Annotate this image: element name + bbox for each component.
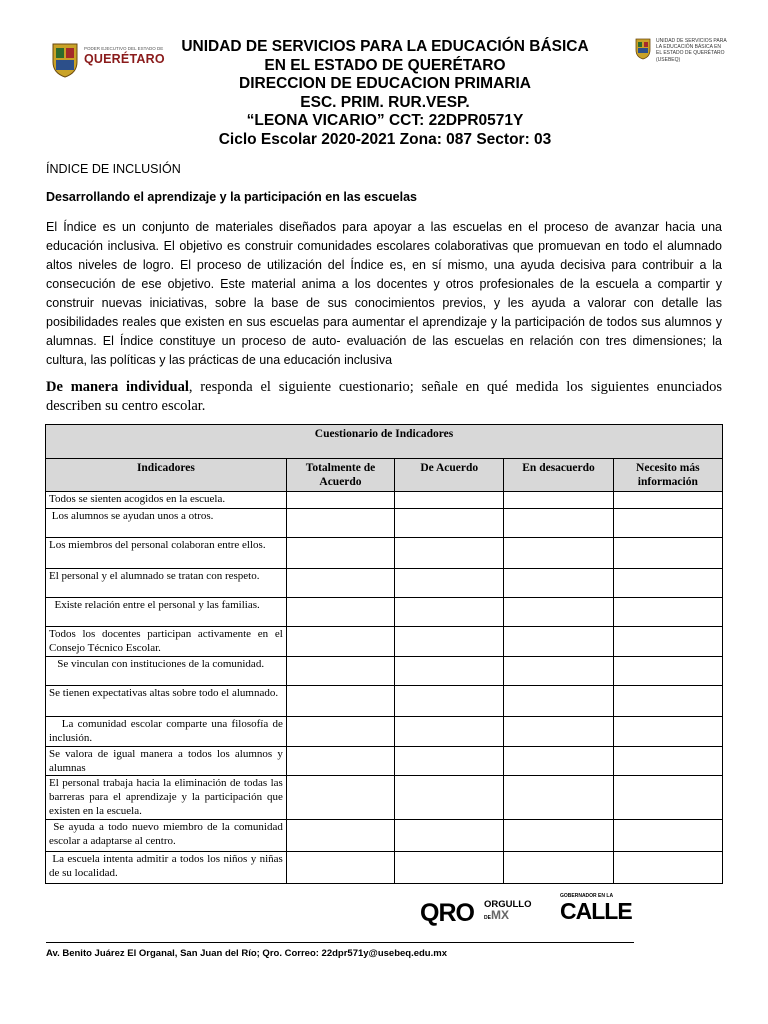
- footer-address: Av. Benito Juárez El Organal, San Juan del Río; Qro. Correo: 22dpr571y@usebeq.edu.mx: [46, 948, 447, 959]
- column-header: De Acuerdo: [395, 459, 504, 492]
- answer-cell[interactable]: [286, 538, 394, 569]
- answer-cell[interactable]: [395, 509, 504, 538]
- header-line: DIRECCION DE EDUCACION PRIMARIA: [239, 75, 531, 92]
- answer-cell[interactable]: [286, 598, 394, 627]
- table-row: [46, 686, 723, 717]
- table-row: [46, 598, 723, 627]
- indicator-cell: Los alumnos se ayudan unos a otros.: [46, 509, 287, 538]
- table-title: Cuestionario de Indicadores: [46, 425, 723, 459]
- answer-cell[interactable]: [613, 569, 722, 598]
- answer-cell[interactable]: [395, 717, 504, 747]
- answer-cell[interactable]: [286, 717, 394, 747]
- header-line: ESC. PRIM. RUR.VESP.: [300, 93, 470, 111]
- intro-paragraph: El Índice es un conjunto de materiales diseñados para apoyar a las escuelas en el proceso de avanzar hacia una educación inclusiva. El objetivo es construir comunidades escolares colaborativas que promuevan en todo el alumnado altos niveles de logro. El proceso de utilización del Índice es, en sí mismo, una ayuda decisiva para contribuir a la consecución de ese objetivo. Este material anima a los docentes y otros profesionales de la escuela a compartir y construir nuevas iniciativas, sobre la base de sus conocimientos previos, y les ayuda a valorar con detalle las posibilidades reales que existen en sus escuelas para aumentar el aprendizaje y la participación de todos sus alumnos y alumnas. El Índice constituye un proceso de auto- evaluación de las escuelas en relación con tres dimensiones; la cultura, las políticas y las prácticas de una educación inclusiva: [46, 220, 722, 367]
- column-header: Totalmente de Acuerdo: [286, 459, 394, 492]
- indicator-cell: Los miembros del personal colaboran entre ellos.: [46, 538, 287, 569]
- table-row: [46, 509, 723, 538]
- table-row: [46, 627, 723, 657]
- answer-cell[interactable]: [286, 492, 394, 509]
- table-header-row: [46, 459, 723, 492]
- answer-cell[interactable]: [613, 776, 722, 820]
- coat-of-arms-icon: [50, 42, 80, 78]
- table-row: [46, 569, 723, 598]
- answer-cell[interactable]: [613, 598, 722, 627]
- answer-cell[interactable]: [286, 686, 394, 717]
- answer-cell[interactable]: [504, 627, 613, 657]
- footer-divider: [46, 942, 634, 943]
- indicator-cell: Se ayuda a todo nuevo miembro de la comunidad escolar a adaptarse al centro.: [46, 820, 287, 852]
- usebeq-logo: [634, 38, 734, 70]
- column-header: En desacuerdo: [504, 459, 613, 492]
- indicator-cell: Se valora de igual manera a todos los alumnos y alumnas: [46, 747, 287, 776]
- column-header: Indicadores: [46, 459, 287, 492]
- answer-cell[interactable]: [613, 538, 722, 569]
- usebeq-logo-text: UNIDAD DE SERVICIOS PARA LA EDUCACIÓN BÁSICA EN EL ESTADO DE QUERÉTARO (USEBEQ): [656, 38, 727, 63]
- header-line: EN EL ESTADO DE QUERÉTARO: [264, 56, 506, 74]
- answer-cell[interactable]: [395, 538, 504, 569]
- answer-cell[interactable]: [286, 776, 394, 820]
- answer-cell[interactable]: [286, 657, 394, 686]
- answer-cell[interactable]: [613, 820, 722, 852]
- table-row: [46, 657, 723, 686]
- answer-cell[interactable]: [504, 747, 613, 776]
- orgullo-mx-logo: ORGULLO DEMX: [484, 899, 532, 922]
- answer-cell[interactable]: [613, 686, 722, 717]
- answer-cell[interactable]: [286, 852, 394, 884]
- header-line: “LEONA VICARIO” CCT: 22DPR0571Y: [246, 112, 524, 129]
- answer-cell[interactable]: [286, 509, 394, 538]
- answer-cell[interactable]: [613, 852, 722, 884]
- indicator-cell: Se tienen expectativas altas sobre todo el alumnado.: [46, 686, 287, 717]
- section-title: ÍNDICE DE INCLUSIÓN: [46, 162, 181, 176]
- answer-cell[interactable]: [395, 657, 504, 686]
- instructions-text: , responda el siguiente cuestionario; señale en qué medida los siguientes enunciados describen su centro escolar.: [46, 379, 722, 414]
- instructions: [46, 378, 722, 416]
- indicator-cell: La escuela intenta admitir a todos los niños y niñas de su localidad.: [46, 852, 287, 884]
- indicator-cell: La comunidad escolar comparte una filosofía de inclusión.: [46, 717, 287, 747]
- answer-cell[interactable]: [613, 509, 722, 538]
- answer-cell[interactable]: [504, 492, 613, 509]
- usebeq-emblem-icon: [634, 38, 652, 60]
- answer-cell[interactable]: [395, 820, 504, 852]
- answer-cell[interactable]: [395, 852, 504, 884]
- answer-cell[interactable]: [504, 538, 613, 569]
- indicator-cell: Se vinculan con instituciones de la comunidad.: [46, 657, 287, 686]
- answer-cell[interactable]: [395, 627, 504, 657]
- logo-small-text: PODER EJECUTIVO DEL ESTADO DE: [84, 46, 164, 51]
- indicator-cell: Existe relación entre el personal y las familias.: [46, 598, 287, 627]
- indicator-cell: Todos se sienten acogidos en la escuela.: [46, 492, 287, 509]
- indicator-cell: El personal trabaja hacia la eliminación de todas las barreras para el aprendizaje y la participación que existen en la escuela.: [46, 776, 287, 820]
- answer-cell[interactable]: [613, 747, 722, 776]
- answer-cell[interactable]: [395, 776, 504, 820]
- table-row: [46, 538, 723, 569]
- instructions-bold: De manera individual: [46, 379, 189, 395]
- school-header: [170, 38, 600, 149]
- table-row: [46, 492, 723, 509]
- answer-cell[interactable]: [395, 747, 504, 776]
- answer-cell[interactable]: [286, 820, 394, 852]
- table-row: [46, 820, 723, 852]
- answer-cell[interactable]: [613, 492, 722, 509]
- header-line: Ciclo Escolar 2020-2021 Zona: 087 Sector: 03: [218, 130, 552, 148]
- indicator-cell: Todos los docentes participan activamente en el Consejo Técnico Escolar.: [46, 627, 287, 657]
- table-row: [46, 776, 723, 820]
- answer-cell[interactable]: [286, 569, 394, 598]
- table-row: [46, 747, 723, 776]
- table-row: [46, 852, 723, 884]
- answer-cell[interactable]: [613, 657, 722, 686]
- answer-cell[interactable]: [504, 598, 613, 627]
- answer-cell[interactable]: [504, 657, 613, 686]
- answer-cell[interactable]: [504, 776, 613, 820]
- answer-cell[interactable]: [504, 717, 613, 747]
- answer-cell[interactable]: [613, 627, 722, 657]
- answer-cell[interactable]: [395, 686, 504, 717]
- logo-state-name: QUERÉTARO: [84, 52, 165, 66]
- header-line: UNIDAD DE SERVICIOS PARA LA EDUCACIÓN BÁSICA: [181, 38, 589, 55]
- answer-cell[interactable]: [504, 686, 613, 717]
- queretaro-logo: [48, 38, 165, 84]
- answer-cell[interactable]: [504, 852, 613, 884]
- table-row: [46, 717, 723, 747]
- section-subtitle: Desarrollando el aprendizaje y la participación en las escuelas: [46, 190, 417, 204]
- answer-cell[interactable]: [286, 747, 394, 776]
- answer-cell[interactable]: [395, 598, 504, 627]
- answer-cell[interactable]: [613, 717, 722, 747]
- answer-cell[interactable]: [504, 569, 613, 598]
- answer-cell[interactable]: [504, 509, 613, 538]
- answer-cell[interactable]: [286, 627, 394, 657]
- column-header: Necesito más información: [613, 459, 722, 492]
- answer-cell[interactable]: [395, 569, 504, 598]
- answer-cell[interactable]: [504, 820, 613, 852]
- indicator-cell: El personal y el alumnado se tratan con respeto.: [46, 569, 287, 598]
- qro-logo-text: QRO: [420, 899, 474, 927]
- gobernador-calle-logo: GOBERNADOR EN LA CALLE: [560, 893, 632, 924]
- answer-cell[interactable]: [395, 492, 504, 509]
- questionnaire-table: [45, 424, 723, 884]
